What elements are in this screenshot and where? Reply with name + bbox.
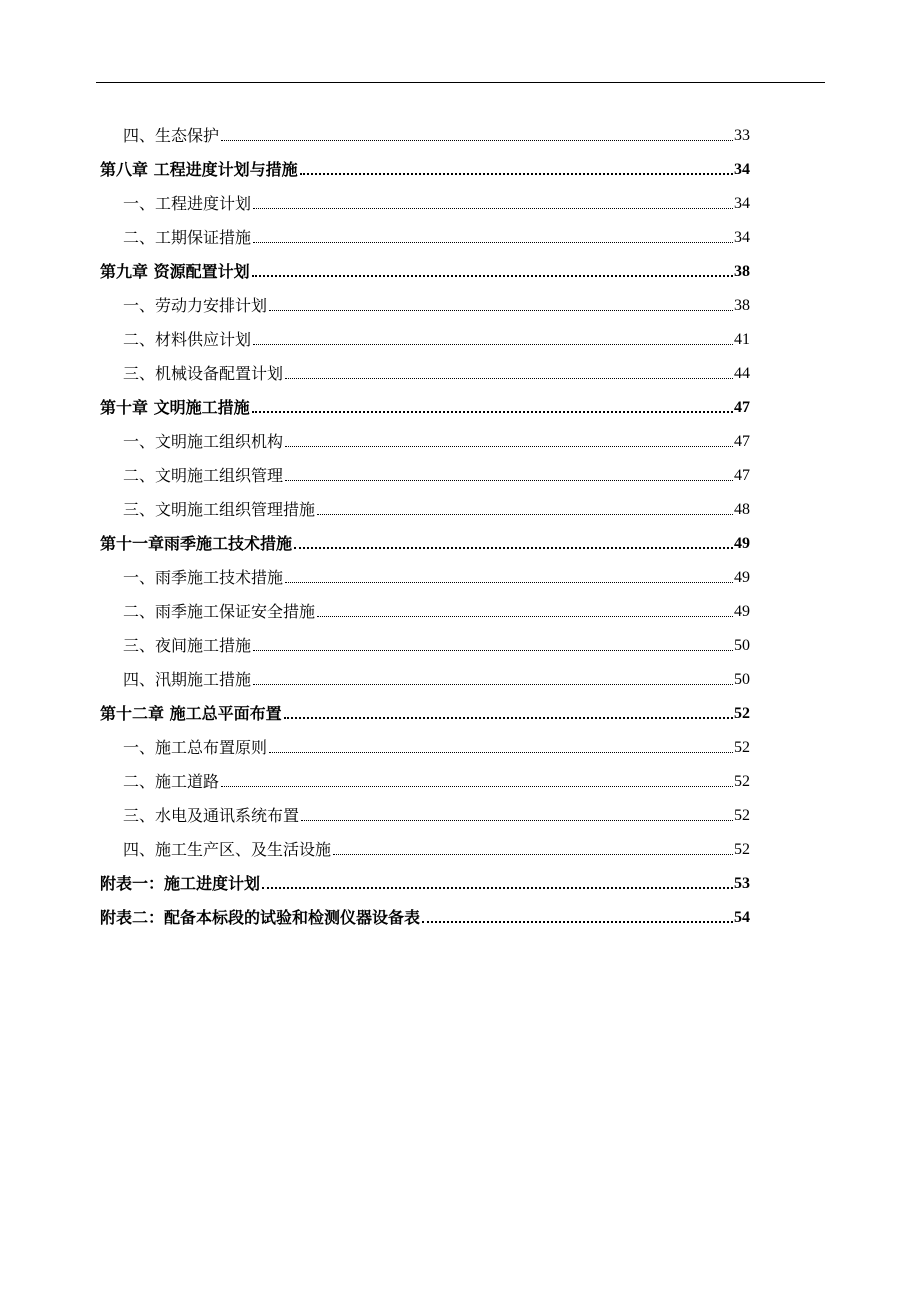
toc-dot-leader xyxy=(285,446,733,447)
toc-chapter-entry[interactable] xyxy=(100,150,750,180)
toc-entry-title: 四、生态保护 xyxy=(123,126,220,145)
toc-entry-page-number: 50 xyxy=(734,637,750,654)
toc-entry-page-number: 34 xyxy=(734,161,750,178)
toc-entry-page-number: 44 xyxy=(734,365,750,382)
toc-entry-title: 一、施工总布置原则 xyxy=(123,738,268,757)
toc-entry-page-number: 53 xyxy=(734,875,750,892)
toc-entry-page-number: 47 xyxy=(734,467,750,484)
toc-entry-page-number: 38 xyxy=(734,263,750,280)
toc-dot-leader xyxy=(253,650,733,651)
toc-entry-title: 二、材料供应计划 xyxy=(123,330,252,349)
toc-dot-leader xyxy=(253,208,733,209)
toc-entry-page-number: 49 xyxy=(734,569,750,586)
toc-entry-page-number: 33 xyxy=(734,127,750,144)
toc-entry-title: 三、文明施工组织管理措施 xyxy=(123,500,316,519)
toc-dot-leader xyxy=(253,684,733,685)
toc-section-entry[interactable] xyxy=(123,592,750,622)
toc-section-entry[interactable] xyxy=(123,626,750,656)
toc-entry-page-number: 38 xyxy=(734,297,750,314)
toc-dot-leader xyxy=(252,275,733,277)
toc-entry-title: 二、文明施工组织管理 xyxy=(123,466,284,485)
toc-section-entry[interactable] xyxy=(123,796,750,826)
toc-dot-leader xyxy=(221,140,733,141)
toc-entry-title: 第十一章雨季施工技术措施 xyxy=(100,534,293,553)
toc-dot-leader xyxy=(252,411,733,413)
toc-dot-leader xyxy=(333,854,733,855)
toc-entry-page-number: 52 xyxy=(734,705,750,722)
toc-entry-page-number: 49 xyxy=(734,535,750,552)
toc-entry-title: 一、文明施工组织机构 xyxy=(123,432,284,451)
toc-dot-leader xyxy=(285,378,733,379)
header-rule xyxy=(96,82,825,83)
toc-entry-title: 四、汛期施工措施 xyxy=(123,670,252,689)
toc-section-entry[interactable] xyxy=(123,456,750,486)
toc-entry-page-number: 54 xyxy=(734,909,750,926)
toc-dot-leader xyxy=(253,242,733,243)
toc-entry-title: 四、施工生产区、及生活设施 xyxy=(123,840,332,859)
toc-section-entry[interactable] xyxy=(123,490,750,520)
toc-section-entry[interactable] xyxy=(123,286,750,316)
toc-chapter-entry[interactable] xyxy=(100,864,750,894)
toc-dot-leader xyxy=(284,717,733,719)
toc-entry-title: 第十章 文明施工措施 xyxy=(100,398,250,417)
toc-dot-leader xyxy=(294,547,733,549)
toc-entry-page-number: 34 xyxy=(734,195,750,212)
toc-section-entry[interactable] xyxy=(123,354,750,384)
toc-dot-leader xyxy=(269,752,733,753)
toc-section-entry[interactable] xyxy=(123,660,750,690)
toc-entry-title: 三、夜间施工措施 xyxy=(123,636,252,655)
toc-entry-title: 第十二章 施工总平面布置 xyxy=(100,704,282,723)
toc-entry-page-number: 52 xyxy=(734,841,750,858)
toc-dot-leader xyxy=(300,173,733,175)
toc-entry-title: 二、工期保证措施 xyxy=(123,228,252,247)
toc-chapter-entry[interactable] xyxy=(100,898,750,928)
toc-entry-title: 一、劳动力安排计划 xyxy=(123,296,268,315)
toc-dot-leader xyxy=(301,820,733,821)
toc-dot-leader xyxy=(422,921,733,923)
toc-chapter-entry[interactable] xyxy=(100,388,750,418)
toc-entry-title: 附表二：配备本标段的试验和检测仪器设备表 xyxy=(100,908,421,927)
toc-dot-leader xyxy=(221,786,733,787)
toc-dot-leader xyxy=(285,582,733,583)
toc-section-entry[interactable] xyxy=(123,184,750,214)
toc-entry-page-number: 41 xyxy=(734,331,750,348)
toc-entry-page-number: 52 xyxy=(734,807,750,824)
toc-entry-title: 三、水电及通讯系统布置 xyxy=(123,806,300,825)
toc-chapter-entry[interactable] xyxy=(100,524,750,554)
toc-dot-leader xyxy=(253,344,733,345)
toc-section-entry[interactable] xyxy=(123,116,750,146)
toc-entry-title: 二、施工道路 xyxy=(123,772,220,791)
toc-entry-page-number: 47 xyxy=(734,399,750,416)
toc-dot-leader xyxy=(262,887,733,889)
toc-section-entry[interactable] xyxy=(123,728,750,758)
toc-entry-title: 一、雨季施工技术措施 xyxy=(123,568,284,587)
toc-section-entry[interactable] xyxy=(123,422,750,452)
toc-chapter-entry[interactable] xyxy=(100,252,750,282)
toc-dot-leader xyxy=(317,514,733,515)
toc-section-entry[interactable] xyxy=(123,558,750,588)
toc-entry-page-number: 49 xyxy=(734,603,750,620)
toc-entry-page-number: 47 xyxy=(734,433,750,450)
toc-entry-title: 第八章 工程进度计划与措施 xyxy=(100,160,298,179)
toc-entry-title: 附表一：施工进度计划 xyxy=(100,874,261,893)
toc-entry-title: 二、雨季施工保证安全措施 xyxy=(123,602,316,621)
toc-entry-page-number: 52 xyxy=(734,739,750,756)
toc-entry-title: 一、工程进度计划 xyxy=(123,194,252,213)
toc-section-entry[interactable] xyxy=(123,762,750,792)
toc-chapter-entry[interactable] xyxy=(100,694,750,724)
toc-dot-leader xyxy=(317,616,733,617)
toc-entry-page-number: 48 xyxy=(734,501,750,518)
toc-section-entry[interactable] xyxy=(123,218,750,248)
toc-dot-leader xyxy=(285,480,733,481)
toc-entry-title: 三、机械设备配置计划 xyxy=(123,364,284,383)
toc-entry-page-number: 50 xyxy=(734,671,750,688)
toc-entry-title: 第九章 资源配置计划 xyxy=(100,262,250,281)
toc-section-entry[interactable] xyxy=(123,320,750,350)
toc-dot-leader xyxy=(269,310,733,311)
toc-entry-page-number: 52 xyxy=(734,773,750,790)
toc-section-entry[interactable] xyxy=(123,830,750,860)
toc-entry-page-number: 34 xyxy=(734,229,750,246)
